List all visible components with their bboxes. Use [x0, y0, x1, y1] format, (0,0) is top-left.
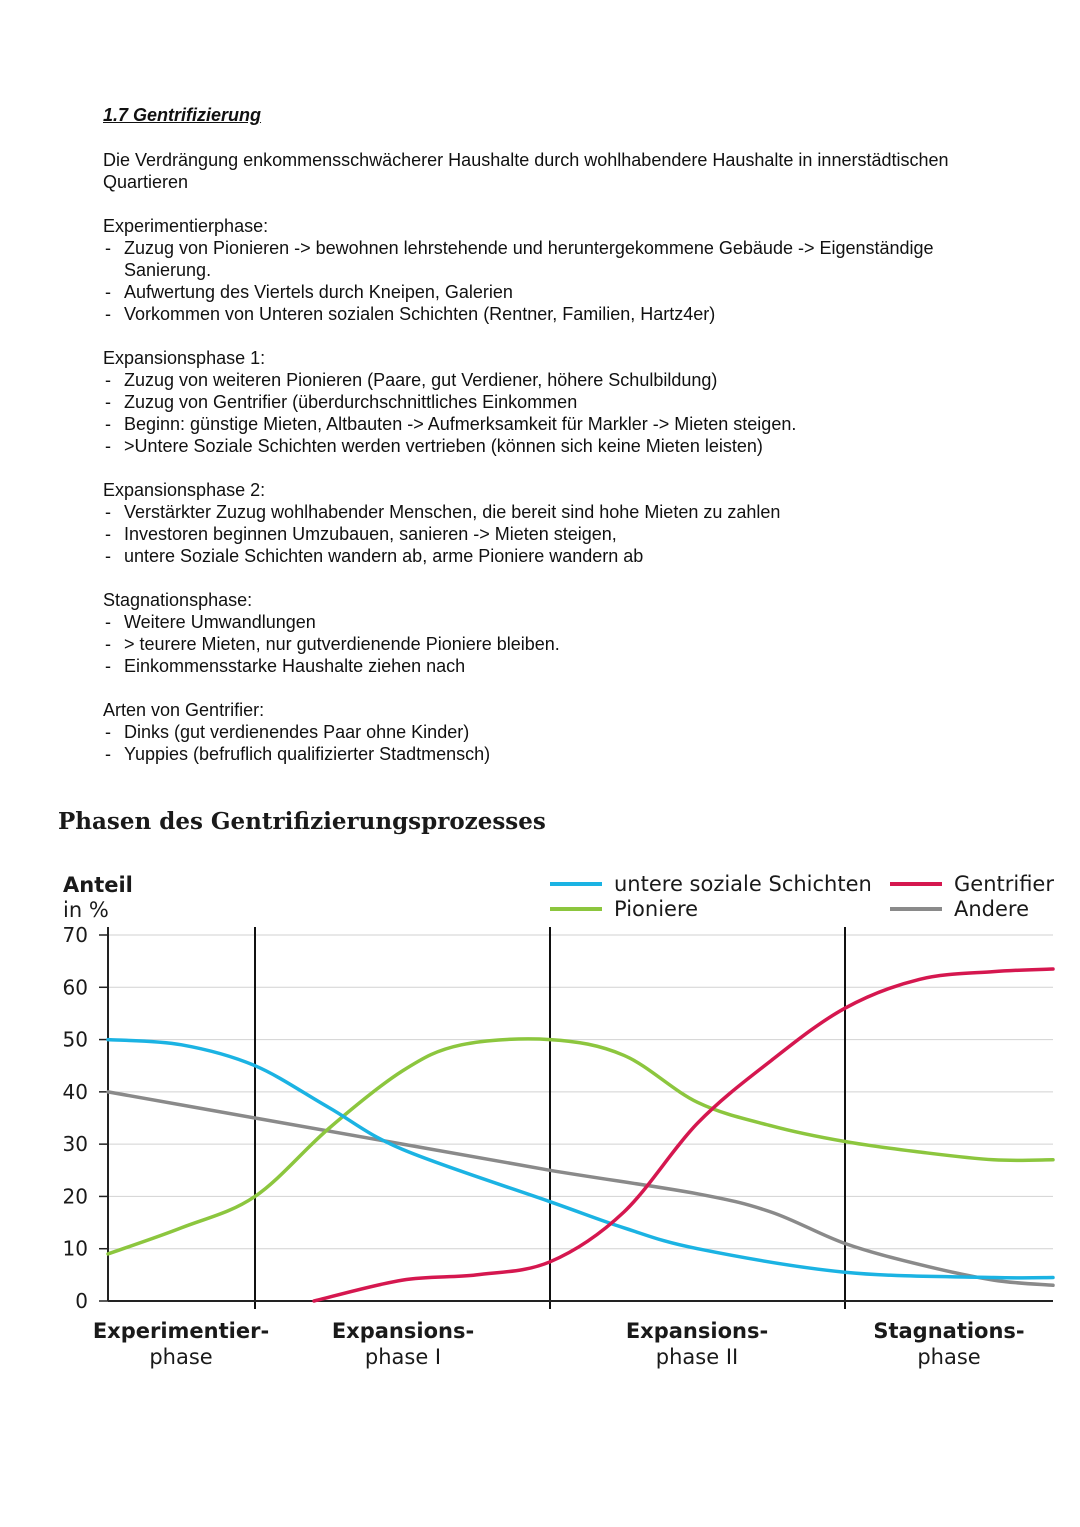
- phase-label-line2: phase: [917, 1345, 981, 1369]
- bullet-list: [103, 721, 1003, 765]
- bullet-item: - Zuzug von Gentrifier (überdurchschnittliches Einkommen: [103, 391, 1003, 413]
- bullet-list: [103, 369, 1003, 457]
- bullet-item: - Aufwertung des Viertels durch Kneipen, Galerien: [103, 281, 1003, 303]
- series-line-untere-soziale-schichten: [108, 1040, 1053, 1278]
- phase-section: [103, 699, 1003, 765]
- bullet-item: - Dinks (gut verdienendes Paar ohne Kinder): [103, 721, 1003, 743]
- bullet-item: - Investoren beginnen Umzubauen, sanieren -> Mieten steigen,: [103, 523, 1003, 545]
- phase-label-line1: Stagnations-: [873, 1319, 1025, 1343]
- definition-text: Die Verdrängung enkommensschwächerer Haushalte durch wohlhabendere Haushalte in innerstädtischen Quartieren: [103, 150, 949, 192]
- notes-title: 1.7 Gentrifizierung: [103, 105, 262, 125]
- phase-section: [103, 589, 1003, 677]
- phase-label-line2: phase: [149, 1345, 213, 1369]
- bullet-item: - Zuzug von Pionieren -> bewohnen lehrstehende und heruntergekommene Gebäude -> Eigenständige Sanierung.: [103, 237, 1003, 281]
- y-axis-label: Anteil: [63, 873, 133, 897]
- y-axis-unit: in %: [63, 898, 109, 922]
- legend-label: Pioniere: [614, 897, 699, 921]
- section-heading: Experimentierphase:: [103, 216, 269, 236]
- series-line-pioniere: [108, 1039, 1053, 1254]
- phase-label-line1: Expansions-: [625, 1319, 769, 1343]
- bullet-item: - > teurere Mieten, nur gutverdienende Pioniere bleiben.: [103, 633, 1003, 655]
- y-tick-label: 50: [62, 1027, 88, 1052]
- series-line-gentrifier: [314, 969, 1053, 1301]
- legend: [550, 872, 1054, 921]
- phase-section: [103, 479, 1003, 567]
- phase-label-line2: phase I: [364, 1345, 442, 1369]
- bullet-item: - Einkommensstarke Haushalte ziehen nach: [103, 655, 1003, 677]
- y-tick-label: 70: [62, 923, 88, 947]
- y-tick-label: 0: [75, 1289, 88, 1313]
- y-tick-label: 30: [62, 1132, 88, 1157]
- phase-labels: [93, 1319, 1025, 1369]
- bullet-item: - untere Soziale Schichten wandern ab, arme Pioniere wandern ab: [103, 545, 1003, 567]
- bullet-item: - Beginn: günstige Mieten, Altbauten -> Aufmerksamkeit für Markler -> Mieten steigen.: [103, 413, 1003, 435]
- phase-label-line2: phase II: [655, 1345, 739, 1369]
- bullet-item: - Yuppies (befruflich qualifizierter Stadtmensch): [103, 743, 1003, 765]
- section-heading: Arten von Gentrifier:: [103, 700, 265, 720]
- bullet-item: - >Untere Soziale Schichten werden vertrieben (können sich keine Mieten leisten): [103, 435, 1003, 457]
- bullet-item: - Weitere Umwandlungen: [103, 611, 1003, 633]
- bullet-list: [103, 237, 1003, 325]
- y-tick-label: 60: [62, 975, 88, 1000]
- y-tick-label: 20: [62, 1184, 88, 1209]
- phase-section: [103, 215, 1003, 325]
- section-heading: Stagnationsphase:: [103, 590, 253, 610]
- legend-label: untere soziale Schichten: [614, 872, 872, 896]
- bullet-item: - Zuzug von weiteren Pionieren (Paare, gut Verdiener, höhere Schulbildung): [103, 369, 1003, 391]
- chart-title: Phasen des Gentrifizierungsprozesses: [58, 808, 546, 835]
- bullet-item: - Vorkommen von Unteren sozialen Schichten (Rentner, Familien, Hartz4er): [103, 303, 1003, 325]
- section-heading: Expansionsphase 2:: [103, 480, 266, 500]
- phase-list: [103, 215, 1003, 765]
- data-series: [108, 969, 1053, 1301]
- bullet-list: [103, 611, 1003, 677]
- y-axis: [63, 873, 1053, 1313]
- gentrification-line-chart: [0, 860, 1080, 1400]
- legend-label: Gentrifier: [954, 872, 1054, 896]
- y-tick-label: 40: [62, 1079, 88, 1104]
- bullet-list: [103, 501, 1003, 567]
- y-tick-label: 10: [62, 1236, 88, 1261]
- phase-label-line1: Experimentier-: [92, 1319, 270, 1343]
- phase-label-line1: Expansions-: [331, 1319, 475, 1343]
- section-heading: Expansionsphase 1:: [103, 348, 266, 368]
- phase-section: [103, 347, 1003, 457]
- bullet-item: - Verstärkter Zuzug wohlhabender Menschen, die bereit sind hohe Mieten zu zahlen: [103, 501, 1003, 523]
- series-line-andere: [108, 1092, 1053, 1285]
- notes-section: [103, 104, 1003, 787]
- legend-label: Andere: [954, 897, 1030, 921]
